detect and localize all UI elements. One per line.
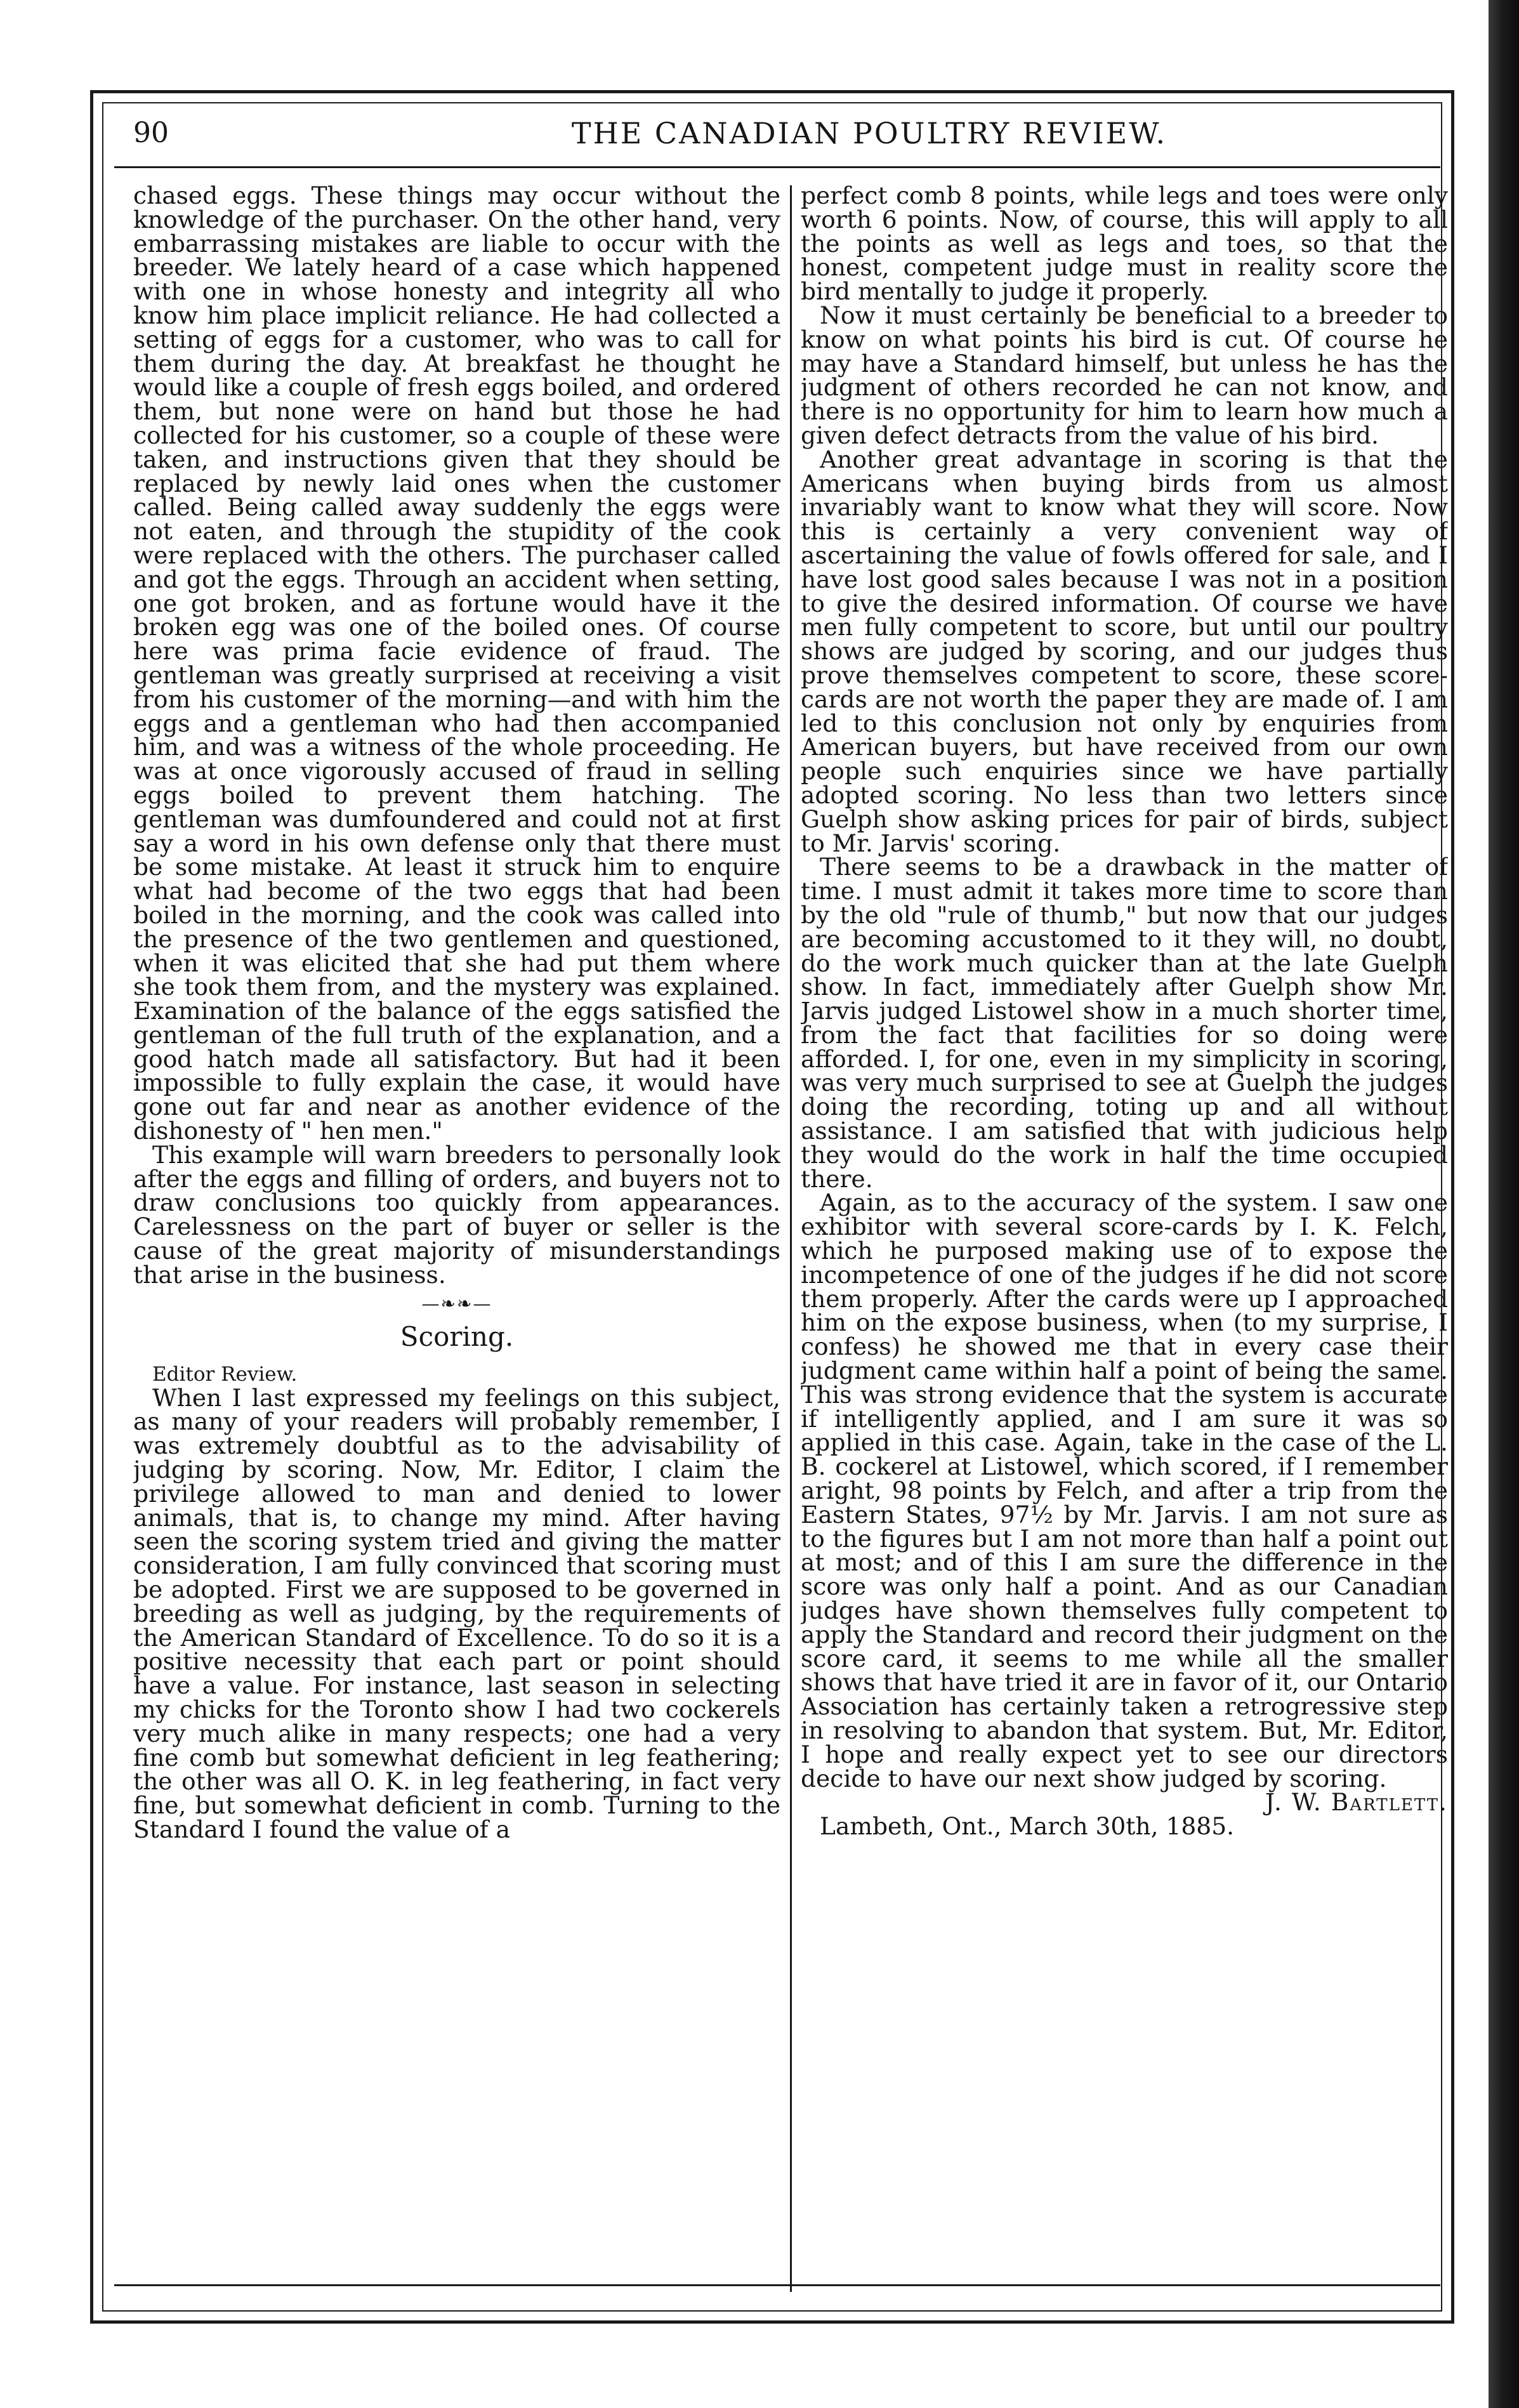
book-binding-edge [1489,0,1519,2408]
right-paragraph-4: There seems to be a drawback in the matter of time. I must admit it takes more time to score than by the old "rule of thumb," but now that our judges are becoming accustomed to it they will, no doubt, do the work much quicker than at the late Guelph show. In fact, immediately after Guelph show Mr. Jarvis judged Listowel show in a much shorter time, from the fact that facilities for so doing were afforded. I, for one, even in my simplicity in scoring, was very much surprised to see at Guelph the judges doing the recording, toting up and all without assistance. I am satisfied that with judicious help they would do the work in half the time occupied there. [801,853,1448,1193]
page-header [127,114,1421,159]
right-paragraph-1: perfect comb 8 points, while legs and toes were only worth 6 points. Now, of course, this will apply to all the points as well as legs and toes, so that the honest, competent judge must in reality score the bird mentally to judge it properly. [801,184,1448,306]
letter-signature: J. W. Bartlett. [1265,1788,1448,1817]
left-paragraph-2: This example will warn breeders to personally look after the eggs and filling of orders, and buyers not to draw conclusions too quickly from appearances. Carelessness on the part of buyer or seller is the cause of the great majority of misunderstandings that arise in the business. [133,1140,780,1289]
right-paragraph-2: Now it must certainly be beneficial to a breeder to know on what points his bird is cut. Of course he may have a Standard himself, but unless he has the judgment of others recorded he can not know, and there is no opportunity for him to learn how much a given defect detracts from the value of his bird. [801,301,1448,449]
left-paragraph-3: When I last expressed my feelings on this subject, as many of your readers will probably remember, I was extremely doubtful as to the advisability of judging by scoring. Now, Mr. Editor, I claim the privilege allowed to man and denied to lower animals, that is, to change my mind. After having seen the scoring system tried and giving the matter consideration, I am fully convinced that scoring must be adopted. First we are supposed to be governed in breeding as well as judging, by the requirements of the American Standard of Excellence. To do so it is a positive necessity that each part or point should have a value. For instance, last season in selecting my chicks for the Toronto show I had two cockerels very much alike in many respects; one had a very fine comb but somewhat deficient in leg feathering; the other was all O. K. in leg feathering, in fact very fine, but somewhat deficient in comb. Turning to the Standard I found the value of a [133,1383,780,1843]
letter-dateline: Lambeth, Ont., March 30th, 1885. [820,1812,1235,1841]
column-divider [790,185,792,2292]
page-number: 90 [133,117,169,149]
right-column [801,184,1448,2291]
section-title: Scoring. [400,1320,514,1352]
footer-rule [114,2284,1440,2286]
left-paragraph-1: chased eggs. These things may occur without the knowledge of the purchaser. On the other hand, very embarrassing mistakes are liable to occur with the breeder. We lately heard of a case which happened with one in whose honesty and integrity all who know him place implicit reliance. He had collected a setting of eggs for a customer, who was to call for them during the day. At breakfast he thought he would like a couple of fresh eggs boiled, and ordered them, but none were on hand but those he had collected for his customer, so a couple of these were taken, and instructions given that they should be replaced by newly laid ones when the customer called. Being called away suddenly the eggs were not eaten, and through the stupidity of the cook were replaced with the others. The purchaser called and got the eggs. Through an accident when setting, one got broken, and as fortune would have it the broken egg was one of the boiled ones. Of course here was prima facie evidence of fraud. The gentleman was greatly surprised at receiving a visit from his customer of the morning—and with him the eggs and a gentleman who had then accompanied him, and was a witness of the whole proceeding. He was at once vigorously accused of fraud in selling eggs boiled to prevent them hatching. The gentleman was dumfoundered and could not at first say a word in his own defense only that there must be some mistake. At least it struck him to enquire what had become of the two eggs that had been boiled in the morning, and the cook was called into the presence of the two gentlemen and questioned, when it was elicited that she had put them where she took them from, and the mystery was explained. Examination of the balance of the eggs satisfied the gentleman of the full truth of the explanation, and a good hatch made all satisfactory. But had it been impossible to fully explain the case, it would have gone out far and near as another evidence of the dishonesty of " hen men." [133,184,780,1145]
running-head-title: THE CANADIAN POULTRY REVIEW. [571,116,1167,150]
letter-salutation: Editor Review. [152,1362,298,1386]
right-paragraph-3: Another great advantage in scoring is that the Americans when buying birds from us almost invariably want to know what they will score. Now this is certainly a very convenient way of ascertaining the value of fowls offered for sale, and I have lost good sales because I was not in a position to give the desired information. Of course we have men fully competent to score, but until our poultry shows are judged by scoring, and our judges thus prove themselves competent to score, these score-cards are not worth the paper they are made of. I am led to this conclusion not only by enquiries from American buyers, but have received from our own people such enquiries since we have partially adopted scoring. No less than two letters since Guelph show asking prices for pair of birds, subject to Mr. Jarvis' scoring. [801,445,1448,857]
left-column [133,184,780,2291]
section-ornament: —❧❧— [421,1293,492,1314]
header-rule [114,166,1440,168]
right-paragraph-5: Again, as to the accuracy of the system. I saw one exhibitor with several score-cards by I. K. Felch, which he purposed making use of to expose the incompetence of one of the judges if he did not score them properly. After the cards were up I approached him on the expose business, when (to my surprise, I confess) he showed me that in every case their judgment came within half a point of being the same. This was strong evidence that the system is accurate if intelligently applied, and I am sure it was so applied in this case. Again, take in the case of the L. B. cockerel at Listowel, which scored, if I remember aright, 98 points by Felch, and after a trip from the Eastern States, 97½ by Mr. Jarvis. I am not sure as to the figures but I am not more than half a point out at most; and of this I am sure the difference in the score was only half a point. And as our Canadian judges have shown themselves fully competent to apply the Standard and record their judgment on the score card, it seems to me while all the smaller shows that have tried it are in favor of it, our Ontario Association has certainly taken a retrogressive step in resolving to abandon that system. But, Mr. Editor, I hope and really expect yet to see our directors decide to have our next show judged by scoring. [801,1188,1448,1793]
